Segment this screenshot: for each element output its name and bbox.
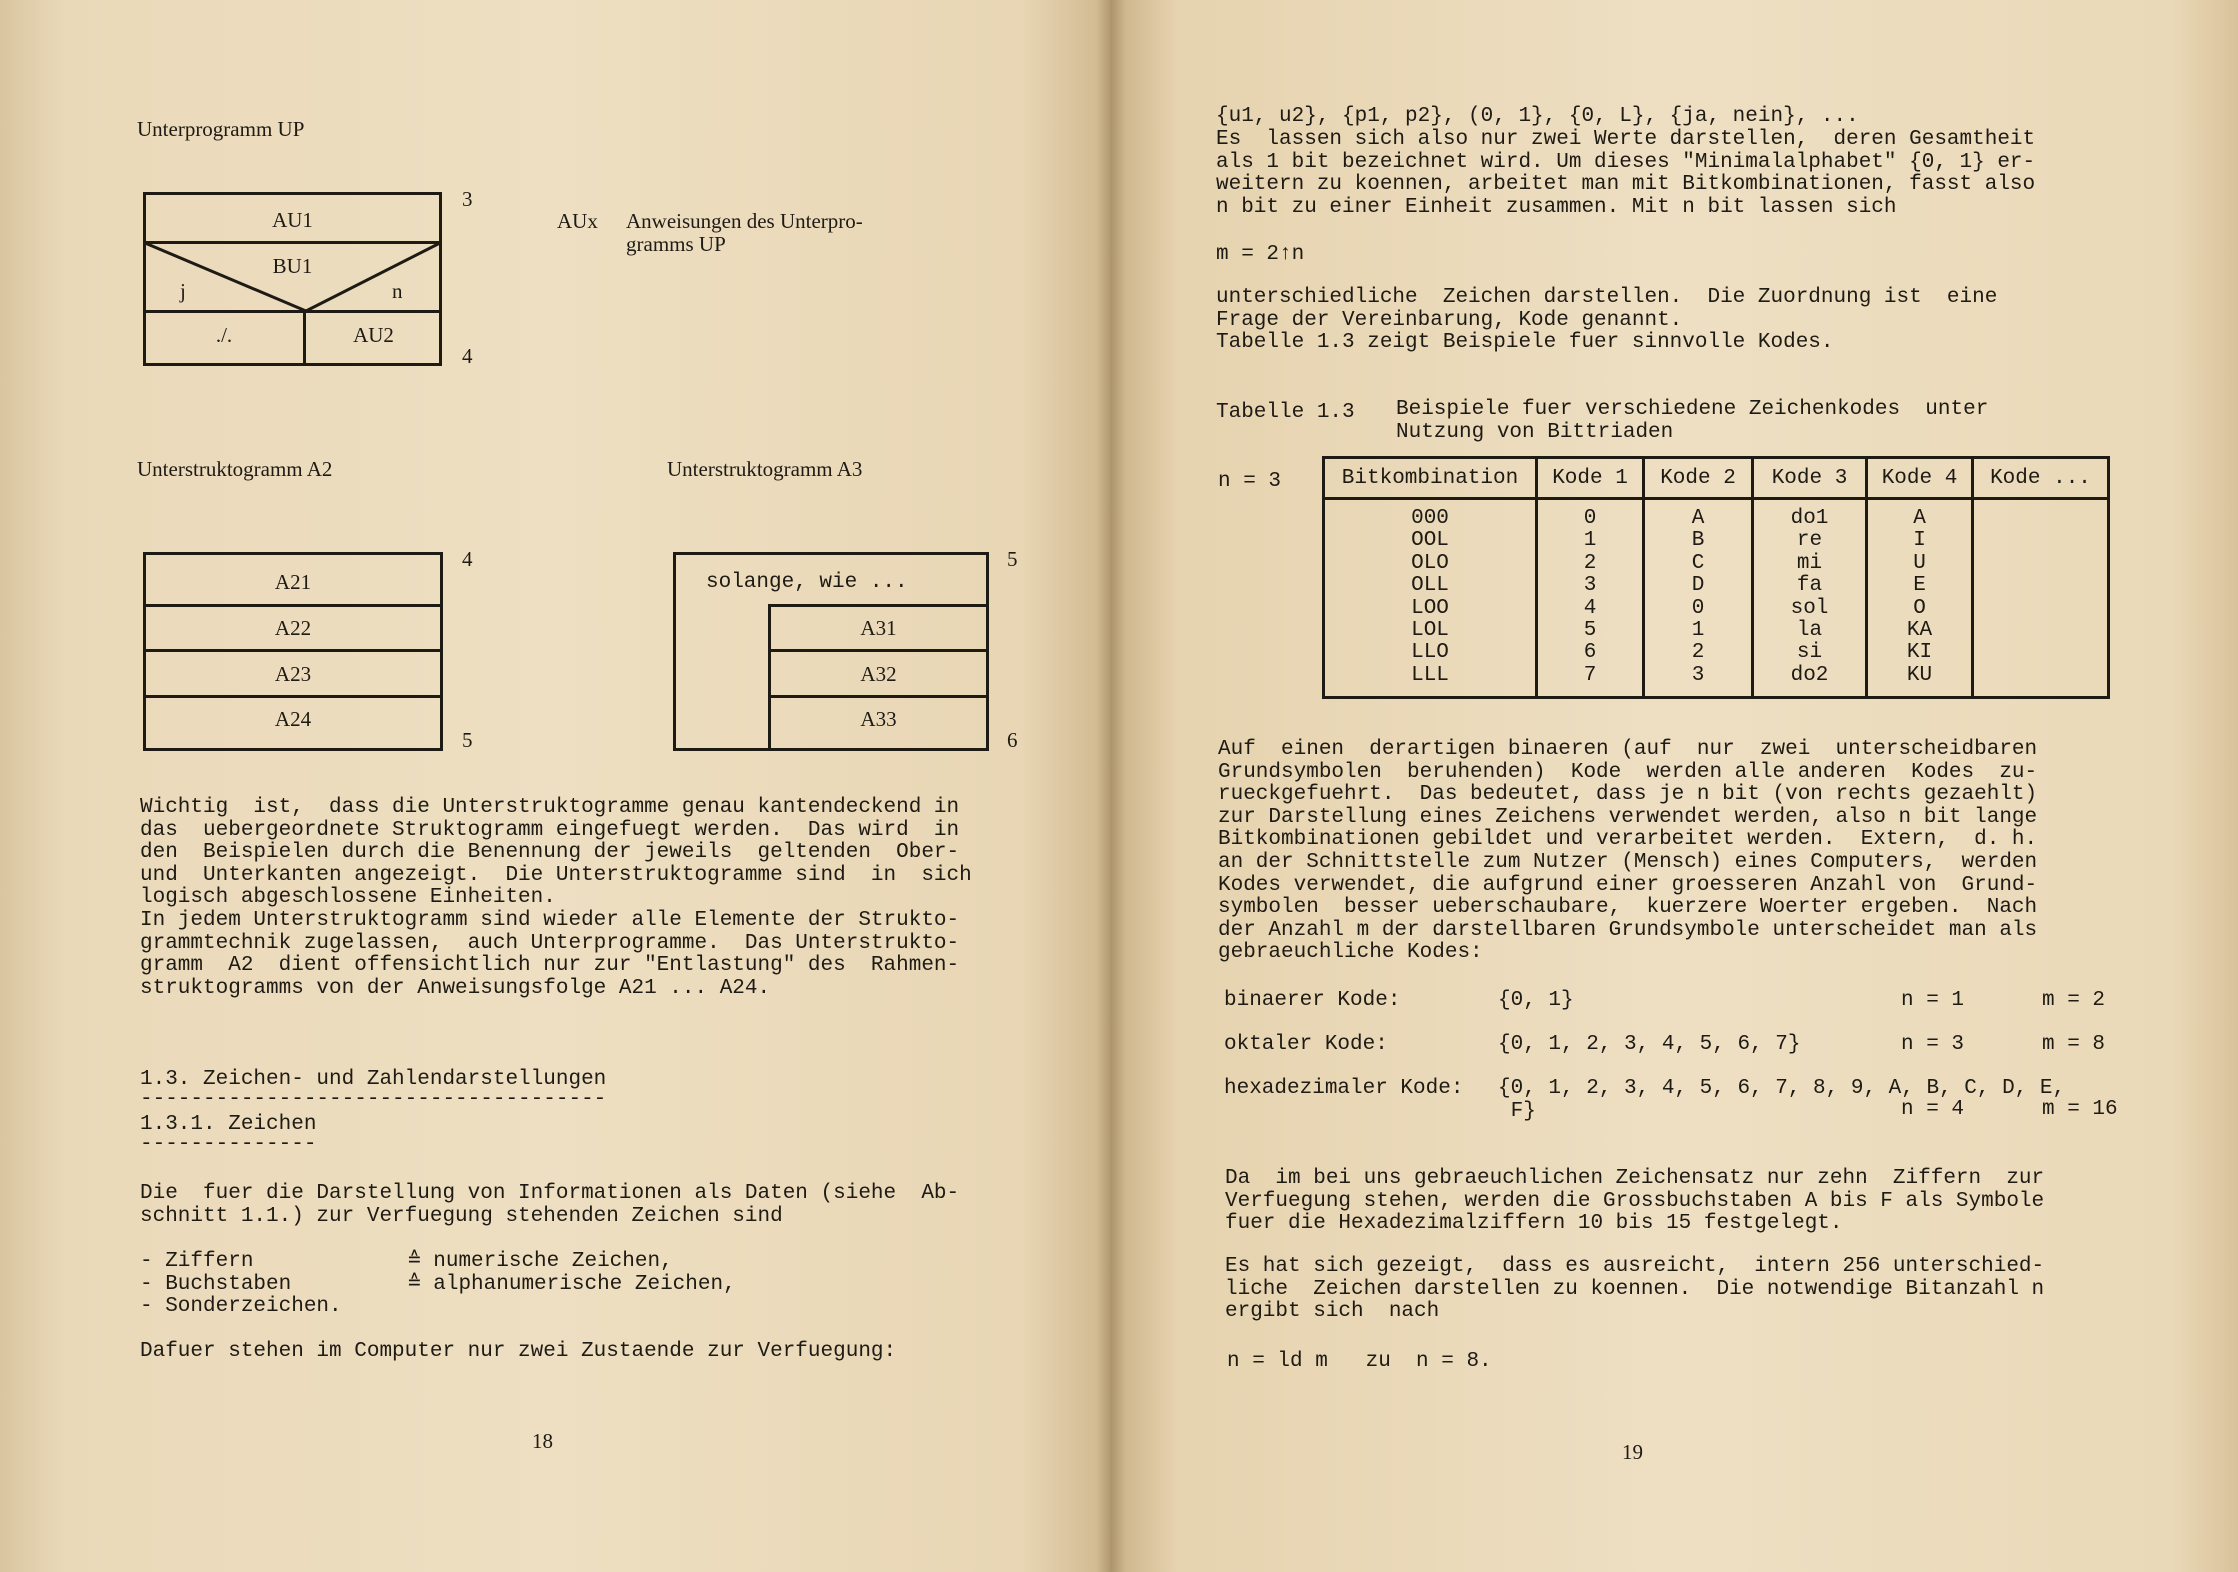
a2-heading: Unterstruktogramm A2 [137,457,333,481]
code-m: m = 2 [2042,989,2106,1012]
a3-loop-condition: solange, wie ... [706,571,908,594]
a2-edge-top: 4 [462,547,473,571]
formula: n = ld m zu n = 8. [1227,1350,1492,1373]
aux-description: Anweisungen des Unterpro- gramms UP [626,209,863,256]
table-col-kode4: A I U E O KA KI KU [1867,499,1973,698]
code-n: n = 3 [1901,1033,1965,1056]
empty-branch-label: ./. [215,323,233,347]
table-header-cell: Bitkombination [1324,458,1537,499]
table-col-kode3: do1 re mi fa sol la si do2 [1753,499,1867,698]
table-col-bitkombination: 000 OOL OLO OLL LOO LOL LLO LLL [1324,499,1537,698]
character-list: - Ziffern - Buchstaben - Sonderzeichen. [140,1250,342,1319]
left-page [0,0,1110,1572]
au1-label: AU1 [272,208,313,232]
a2-row: A24 [274,707,312,731]
formula: m = 2↑n [1216,243,1305,266]
table-caption-text: Beispiele fuer verschiedene Zeichenkodes unter Nutzung von Bittriaden [1396,398,1989,444]
table-caption-label: Tabelle 1.3 [1216,401,1355,424]
character-list-meaning: ≙ numerische Zeichen, ≙ alphanumerische Zeichen, [408,1250,736,1296]
bu1-label: BU1 [272,254,313,278]
code-n: n = 1 [1901,989,1965,1012]
a3-row: A33 [860,707,897,731]
paragraph: Die fuer die Darstellung von Informationen als Daten (siehe Ab- schnitt 1.1.) zur Verfuegung stehenden Zeichen sind [140,1182,960,1228]
section-underline: -------------- [140,1133,317,1156]
code-n: n = 4 [1901,1098,1965,1121]
up-edge-bottom: 4 [462,344,473,368]
paragraph: Es lassen sich also nur zwei Werte darstellen, deren Gesamtheit als 1 bit bezeichnet wird. Um dieses "Minimalalphabet" {0, 1} er- weitern zu koennen, arbeitet man mit Bitkombinationen, fasst also n bit zu einer Einheit zusammen. Mit n bit lassen sich [1216,128,2036,219]
code-m: m = 8 [2042,1033,2106,1056]
table-header-row [1324,458,2109,499]
up-heading: Unterprogramm UP [137,117,305,141]
table-header-cell: Kode 3 [1753,458,1867,499]
table-row [1324,499,2109,698]
paragraph: Da im bei uns gebraeuchlichen Zeichensatz nur zehn Ziffern zur Verfuegung stehen, werden die Grossbuchstaben A bis F als Symbole fuer die Hexadezimalziffern 10 bis 15 festgelegt. [1225,1167,2045,1236]
table-col-kode2: A B C D 0 1 2 3 [1644,499,1753,698]
paragraph: Wichtig ist, dass die Unterstruktogramme genau kantendeckend in das uebergeordnete Struktogramm eingefuegt werden. Das wird in den Beispielen durch die Benennung der jeweils geltenden Ober- und Unterkanten angezeigt. Die Unterstruktogramme sind in sich logisch abgeschlossene Einheiten. In jedem Unterstruktogramm sind wieder alle Elemente der Strukto- grammtechnik zugelassen, auch Unterprogramme. Das Unterstrukto- gramm A2 dient offensichtlich nur zur "Entlastung" des Rahmen- struktogramms von der Anweisungsfolge A21 ... A24. [140,796,972,1000]
section-heading-1-3: 1.3. Zeichen- und Zahlendarstellungen [140,1068,607,1091]
a2-row: A22 [274,616,312,640]
aux-label: AUx [557,209,598,233]
page-number: 18 [532,1429,553,1453]
section-heading-1-3-1: 1.3.1. Zeichen [140,1113,317,1136]
code-label: hexadezimaler Kode: [1224,1077,1464,1100]
section-underline: ------------------------------------- [140,1088,607,1111]
a3-divider-1 [768,649,989,652]
a2-row: A21 [274,570,312,594]
code-set: {0, 1, 2, 3, 4, 5, 6, 7, 8, 9, A, B, C, D, E, F} [1498,1077,2066,1123]
code-set: {0, 1, 2, 3, 4, 5, 6, 7} [1498,1033,1801,1056]
right-page [1110,0,2238,1572]
au2-label: AU2 [353,323,394,347]
paragraph: unterschiedliche Zeichen darstellen. Die Zuordnung ist eine Frage der Vereinbarung, Kode genannt. Tabelle 1.3 zeigt Beispiele fuer sinnvolle Kodes. [1216,286,1998,355]
code-table [1322,456,2110,699]
table-col-kode-more [1973,499,2109,698]
n-label: n = 3 [1218,470,1282,493]
table-header-cell: Kode 2 [1644,458,1753,499]
table-header-cell: Kode ... [1973,458,2109,499]
page-number: 19 [1622,1440,1643,1464]
up-edge-top: 3 [462,187,473,211]
a3-row: A31 [860,616,897,640]
code-label: binaerer Kode: [1224,989,1401,1012]
a2-divider-1 [143,604,443,607]
code-set: {0, 1} [1498,989,1574,1012]
yes-label: j [180,279,186,303]
a2-divider-3 [143,695,443,698]
table-col-kode1: 0 1 2 3 4 5 6 7 [1537,499,1644,698]
a2-edge-bottom: 5 [462,728,473,752]
a3-edge-bottom: 6 [1007,728,1018,752]
paragraph: Dafuer stehen im Computer nur zwei Zustaende zur Verfuegung: [140,1340,897,1363]
a2-divider-2 [143,649,443,652]
table-header-cell: Kode 1 [1537,458,1644,499]
a2-row: A23 [274,662,312,686]
book-gutter [1096,0,1126,1572]
a3-divider-2 [768,695,989,698]
a3-row: A32 [860,662,897,686]
paragraph: Auf einen derartigen binaeren (auf nur zwei unterscheidbaren Grundsymbolen beruhenden) Kode werden alle anderen Kodes zu- rueckgefuehrt. Das bedeutet, dass je n bit (von rechts gezaehlt) zur Darstellung eines Zeichens verwendet werden, also n bit lange Bitkombinationen gebildet und verarbeitet werden. Extern, d. h. an der Schnittstelle zum Nutzer (Mensch) eines Computers, werden Kodes verwendet, die aufgrund einer groesseren Anzahl von Grund- symbolen besser ueberschaubare, kuerzere Woerter ergeben. Nach der Anzahl m der darstellbaren Grundsymbole unterscheidet man als gebraeuchliche Kodes: [1218,738,2038,965]
code-label: oktaler Kode: [1224,1033,1388,1056]
table-header-cell: Kode 4 [1867,458,1973,499]
no-label: n [392,279,403,303]
paragraph: Es hat sich gezeigt, dass es ausreicht, intern 256 unterschied- liche Zeichen darstellen zu koennen. Die notwendige Bitanzahl n ergibt sich nach [1225,1255,2045,1324]
a3-heading: Unterstruktogramm A3 [667,457,863,481]
a3-edge-top: 5 [1007,547,1018,571]
code-m: m = 16 [2042,1098,2118,1121]
sets-line: {u1, u2}, {p1, p2}, (0, 1}, {0, L}, {ja, nein}, ... [1216,105,1859,128]
